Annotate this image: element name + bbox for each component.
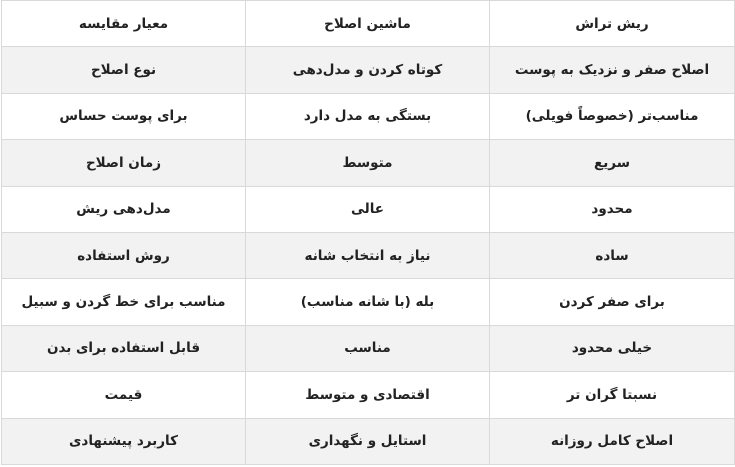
cell-middle: متوسط [246,140,490,186]
cell-left: معیار مقایسه [2,1,246,47]
table-row [2,1,735,47]
cell-right: خیلی محدود [490,325,735,371]
cell-right: اصلاح صفر و نزدیک به پوست [490,47,735,93]
cell-left: قیمت [2,372,246,418]
table-row [2,47,735,93]
cell-left: کاربرد پیشنهادی [2,418,246,464]
cell-left: مناسب برای خط گردن و سبیل [2,279,246,325]
cell-right: نسبتا گران تر [490,372,735,418]
cell-middle: اقتصادی و متوسط [246,372,490,418]
cell-middle: بستگی به مدل دارد [246,93,490,139]
cell-right: اصلاح کامل روزانه [490,418,735,464]
comparison-table [1,0,735,465]
cell-right: ساده [490,232,735,278]
cell-right: محدود [490,186,735,232]
cell-left: نوع اصلاح [2,47,246,93]
cell-right: مناسب‌تر (خصوصاً فویلی) [490,93,735,139]
cell-right: برای صفر کردن [490,279,735,325]
table-row [2,372,735,418]
cell-right: ریش تراش [490,1,735,47]
cell-middle: مناسب [246,325,490,371]
cell-right: سریع [490,140,735,186]
cell-middle: کوتاه کردن و مدل‌دهی [246,47,490,93]
cell-left: قابل استفاده برای بدن [2,325,246,371]
cell-middle: ماشین اصلاح [246,1,490,47]
table-row [2,93,735,139]
cell-left: برای پوست حساس [2,93,246,139]
cell-left: زمان اصلاح [2,140,246,186]
cell-middle: بله (با شانه مناسب) [246,279,490,325]
table-row [2,325,735,371]
table-row [2,232,735,278]
cell-left: مدل‌دهی ریش [2,186,246,232]
table-body [2,1,735,465]
cell-middle: عالی [246,186,490,232]
cell-left: روش استفاده [2,232,246,278]
cell-middle: نیاز به انتخاب شانه [246,232,490,278]
table-row [2,418,735,464]
table-row [2,140,735,186]
table-row [2,279,735,325]
table-row [2,186,735,232]
cell-middle: استایل و نگهداری [246,418,490,464]
